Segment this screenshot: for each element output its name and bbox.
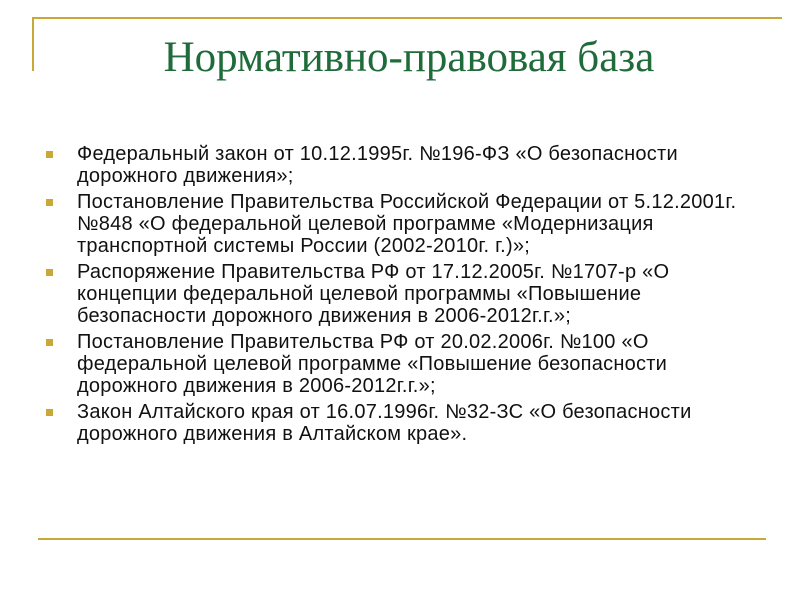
bullet-text-2: Постановление Правительства Российской Федерации от 5.12.2001г. №848 «О федеральной целевой программе «Модернизация транспортной системы России (2002-2010г. г.)»; — [77, 191, 737, 257]
bullet-item-5 — [44, 401, 744, 445]
square-bullet-icon — [46, 199, 53, 206]
square-bullet-icon — [46, 269, 53, 276]
bullet-text-5: Закон Алтайского края от 16.07.1996г. №32-ЗС «О безопасности дорожного движения в Алтайском крае». — [77, 401, 692, 445]
frame-top-line — [32, 17, 782, 19]
bullet-text-4: Постановление Правительства РФ от 20.02.2006г. №100 «О федеральной целевой программе «Повышение безопасности дорожного движения в 2006-2012г.г.»; — [77, 331, 668, 397]
bullet-list — [44, 143, 744, 449]
bullet-item-1 — [44, 143, 744, 187]
square-bullet-icon — [46, 339, 53, 346]
frame-bottom-line — [38, 538, 766, 540]
square-bullet-icon — [46, 409, 53, 416]
square-bullet-icon — [46, 151, 53, 158]
bullet-item-4 — [44, 331, 744, 397]
bullet-text-1: Федеральный закон от 10.12.1995г. №196-ФЗ «О безопасности дорожного движения»; — [77, 143, 678, 187]
bullet-item-3 — [44, 261, 744, 327]
bullet-item-2 — [44, 191, 744, 257]
slide-title: Нормативно-правовая база — [163, 34, 655, 81]
bullet-text-3: Распоряжение Правительства РФ от 17.12.2005г. №1707-р «О концепции федеральной целевой программы «Повышение безопасности дорожного движения в 2006-2012г.г.»; — [77, 261, 670, 327]
